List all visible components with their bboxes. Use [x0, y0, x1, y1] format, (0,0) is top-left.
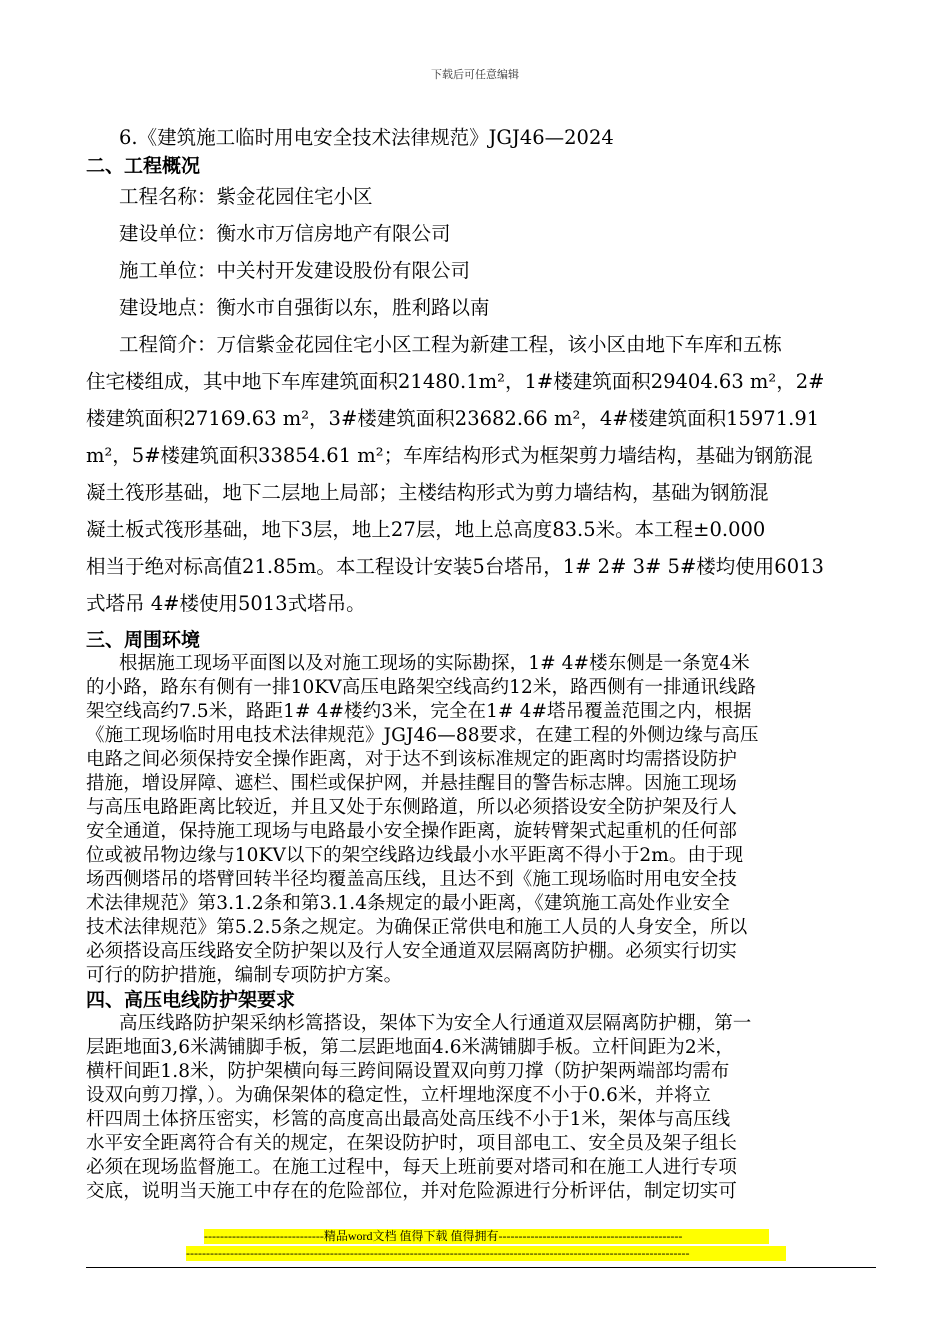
environment-line: 安全通道，保持施工现场与电路最小安全操作距离，旋转臂架式起重机的任何部	[86, 821, 738, 842]
environment-line: 技术法律规范》第5.2.5条之规定。为确保正常供电和施工人员的人身安全，所以	[86, 917, 748, 938]
footer-banner-dashes: ------------------------------------------------------------------------------------------------------------------------------	[186, 1246, 786, 1261]
summary-line: 凝土板式筏形基础，地下3层，地上27层，地上总高度83.5米。本工程±0.000	[86, 518, 766, 541]
section-heading-protection: 四、高压电线防护架要求	[86, 989, 296, 1011]
protection-line: 横杆间距1.8米，防护架横向每三跨间隔设置双向剪刀撑（防护架两端部均需布	[86, 1061, 730, 1082]
protection-line: 层距地面3,6米满铺脚手板，第二层距地面4.6米满铺脚手板。立杆间距为2米，	[86, 1037, 734, 1058]
project-name: 工程名称：紫金花园住宅小区	[119, 185, 373, 208]
protection-line: 杆四周土体挤压密实，杉篙的高度高出最高处高压线不小于1米，架体与高压线	[86, 1109, 731, 1130]
summary-line: 式塔吊 4#楼使用5013式塔吊。	[86, 592, 366, 615]
environment-line: 电路之间必须保持安全操作距离，对于达不到该标准规定的距离时均需搭设防护	[86, 749, 738, 770]
project-location: 建设地点：衡水市自强街以东，胜利路以南	[119, 296, 490, 319]
summary-line: 工程简介：万信紫金花园住宅小区工程为新建工程，该小区由地下车库和五栋	[119, 333, 783, 356]
summary-line: 相当于绝对标高值21.85m。本工程设计安装5台塔吊，1# 2# 3# 5#楼均使用6013	[86, 555, 824, 578]
summary-line: 凝土筏形基础，地下二层地上局部；主楼结构形式为剪力墙结构，基础为钢筋混	[86, 481, 769, 504]
section-heading-overview: 二、工程概况	[86, 155, 201, 177]
protection-line: 必须在现场监督施工。在施工过程中，每天上班前要对塔司和在施工人进行专项	[86, 1157, 738, 1178]
reference-line: 6.《建筑施工临时用电安全技术法律规范》JGJ46—2024	[119, 126, 614, 149]
environment-line: 与高压电路距离比较近，并且又处于东侧路道，所以必须搭设安全防护架及行人	[86, 797, 738, 818]
environment-line: 措施，增设屏障、遮栏、围栏或保护网，并悬挂醒目的警告标志牌。因施工现场	[86, 773, 738, 794]
environment-line: 必须搭设高压线路安全防护架以及行人安全通道双层隔离防护棚。必须实行切实	[86, 941, 738, 962]
project-owner: 建设单位：衡水市万信房地产有限公司	[119, 222, 451, 245]
protection-line: 水平安全距离符合有关的规定，在架设防护时，项目部电工、安全员及架子组长	[86, 1133, 738, 1154]
footer-banner	[186, 1229, 786, 1261]
project-contractor: 施工单位：中关村开发建设股份有限公司	[119, 259, 471, 282]
protection-line: 交底，说明当天施工中存在的危险部位，并对危险源进行分析评估，制定切实可	[86, 1181, 738, 1202]
protection-line: 高压线路防护架采纳杉篙搭设，架体下为安全人行通道双层隔离防护棚，第一	[119, 1013, 752, 1034]
environment-line: 的小路，路东有侧有一排10KV高压电路架空线高约12米，路西侧有一排通讯线路	[86, 677, 757, 698]
environment-line: 术法律规范》第3.1.2条和第3.1.4条规定的最小距离，《建筑施工高处作业安全	[86, 893, 730, 914]
environment-line: 《施工现场临时用电技术法律规范》JGJ46—88要求，在建工程的外侧边缘与高压	[86, 725, 759, 746]
document-body	[86, 122, 876, 1204]
environment-line: 根据施工现场平面图以及对施工现场的实际勘探，1# 4#楼东侧是一条宽4米	[119, 653, 750, 674]
environment-line: 位或被吊物边缘与10KV以下的架空线路边线最小水平距离不得小于2m。由于现	[86, 845, 744, 866]
footer-rule	[86, 1267, 876, 1268]
header-note: 下载后可任意编辑	[431, 68, 519, 81]
section-heading-environment: 三、周围环境	[86, 629, 201, 651]
environment-line: 场西侧塔吊的塔臂回转半径均覆盖高压线，且达不到《施工现场临时用电安全技	[86, 869, 738, 890]
environment-line: 架空线高约7.5米，路距1# 4#楼约3米，完全在1# 4#塔吊覆盖范围之内，根据	[86, 701, 752, 722]
summary-line: 楼建筑面积27169.63 m²，3#楼建筑面积23682.66 m²，4#楼建筑面积15971.91	[86, 407, 820, 430]
summary-line: m²，5#楼建筑面积33854.61 m²；车库结构形式为框架剪力墙结构，基础为钢筋混	[86, 444, 813, 467]
environment-line: 可行的防护措施，编制专项防护方案。	[86, 965, 403, 986]
protection-line: 设双向剪刀撑，）。为确保架体的稳定性，立杆埋地深度不小于0.6米，并将立	[86, 1085, 712, 1106]
footer-banner-text: ------------------------------精品word文档 值得下载 值得拥有----------------------------------------------	[204, 1229, 769, 1244]
summary-line: 住宅楼组成，其中地下车库建筑面积21480.1m²，1#楼建筑面积29404.63 m²，2#	[86, 370, 825, 393]
